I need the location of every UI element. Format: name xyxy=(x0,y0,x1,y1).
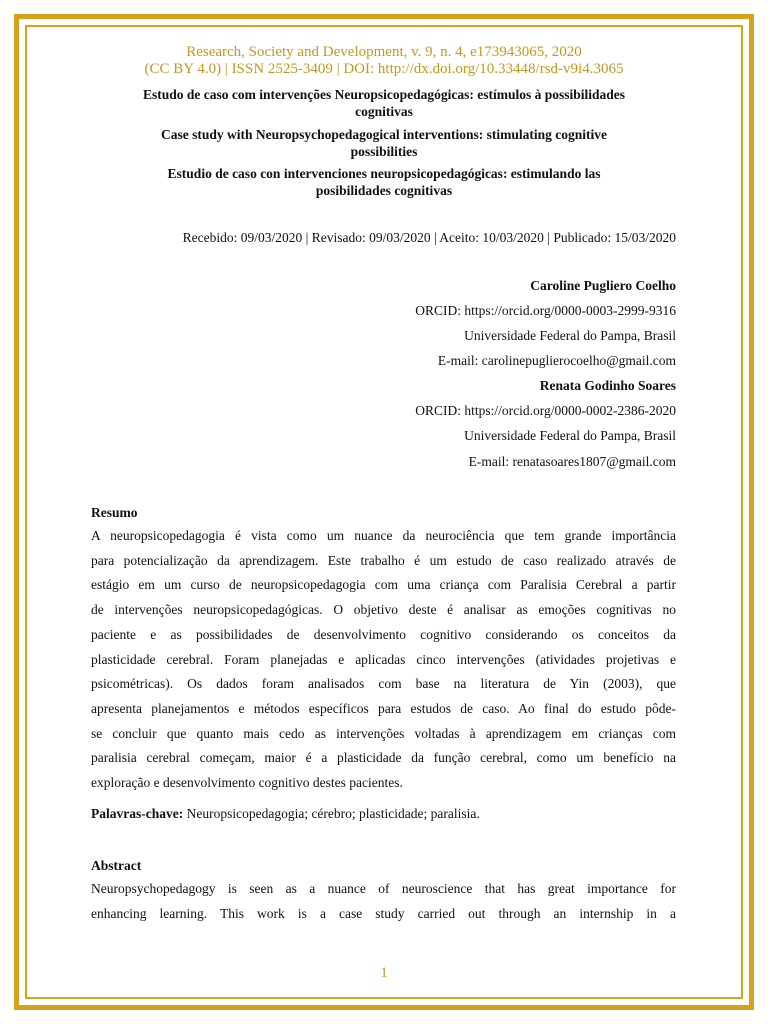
page-number: 1 xyxy=(380,965,388,981)
resumo-line: paciente e as possibilidades de desenvolvimento cognitivo considerando os conceitos da xyxy=(91,626,676,642)
title-en-line2: possibilities xyxy=(350,144,418,159)
author-orcid[interactable]: ORCID: https://orcid.org/0000-0003-2999-9316 xyxy=(415,303,676,318)
resumo-body xyxy=(91,524,676,796)
resumo-line: plasticidade cerebral. Foram planejadas e aplicadas cinco intervenções (atividades projetivas e xyxy=(91,651,676,667)
journal-citation: Research, Society and Development, v. 9, n. 4, e173943065, 2020 xyxy=(186,44,582,60)
title-pt-line2: cognitivas xyxy=(355,104,413,119)
resumo-line: se concluir que quanto mais cedo as intervenções voltadas à aprendizagem em crianças com xyxy=(91,725,676,741)
resumo-line: exploração e desenvolvimento cognitivo destes pacientes. xyxy=(91,775,403,791)
title-es-line2: posibilidades cognitivas xyxy=(315,183,453,198)
resumo-line: apresenta planejamentos e métodos específicos para estudos de caso. Ao final do estudo pôde- xyxy=(91,700,676,716)
author-institution: Universidade Federal do Pampa, Brasil xyxy=(464,328,676,343)
journal-license-doi: (CC BY 4.0) | ISSN 2525-3409 | DOI: http://dx.doi.org/10.33448/rsd-v9i4.3065 xyxy=(144,61,624,77)
author-email[interactable]: E-mail: renatasoares1807@gmail.com xyxy=(468,454,676,469)
title-english xyxy=(100,126,668,160)
keywords-list: Neuropsicopedagogia; cérebro; plasticidade; paralisia. xyxy=(183,806,480,821)
resumo-line: psicométricas). Os dados foram analisados com base na literatura de Yin (2003), que xyxy=(91,676,676,692)
resumo-heading: Resumo xyxy=(91,505,138,520)
title-spanish xyxy=(100,165,668,199)
title-es-line1: Estudio de caso con intervenciones neuropsicopedagógicas: estimulando las xyxy=(167,166,601,181)
abstract-line: enhancing learning. This work is a case study carried out through an internship in a xyxy=(91,905,676,921)
abstract-heading: Abstract xyxy=(91,858,142,873)
resumo-line: para potencialização da aprendizagem. Este trabalho é um estudo de caso realizado através de xyxy=(91,552,676,568)
abstract-body xyxy=(91,877,676,926)
title-portuguese xyxy=(100,86,668,120)
author-name: Renata Godinho Soares xyxy=(539,378,676,393)
author-email[interactable]: E-mail: carolinepuglierocoelho@gmail.com xyxy=(437,353,676,368)
resumo-line: estágio em um curso de neuropsicopedagogia com uma criança com Paralisia Cerebral a partir xyxy=(91,577,676,593)
submission-dates: Recebido: 09/03/2020 | Revisado: 09/03/2020 | Aceito: 10/03/2020 | Publicado: 15/03/2020 xyxy=(182,230,676,245)
title-en-line1: Case study with Neuropsychopedagogical interventions: stimulating cognitive xyxy=(160,127,607,142)
resumo-line: paralisia cerebral começam, maior é a plasticidade da função cerebral, como um benefício na xyxy=(91,750,676,766)
resumo-line: A neuropsicopedagogia é vista como um nuance da neurociência que tem grande importância xyxy=(91,528,676,543)
keywords-label: Palavras-chave: xyxy=(91,806,184,821)
author-orcid[interactable]: ORCID: https://orcid.org/0000-0002-2386-2020 xyxy=(415,403,676,418)
author-name: Caroline Pugliero Coelho xyxy=(530,278,676,293)
resumo-line: de intervenções neuropsicopedagógicas. O objetivo deste é analisar as emoções cognitivas no xyxy=(91,602,676,618)
abstract-line: Neuropsychopedagogy is seen as a nuance of neuroscience that has great importance for xyxy=(91,881,676,896)
author-institution: Universidade Federal do Pampa, Brasil xyxy=(464,428,676,443)
keywords xyxy=(91,805,480,822)
title-pt-line1: Estudo de caso com intervenções Neuropsicopedagógicas: estímulos à possibilidades xyxy=(142,87,626,102)
